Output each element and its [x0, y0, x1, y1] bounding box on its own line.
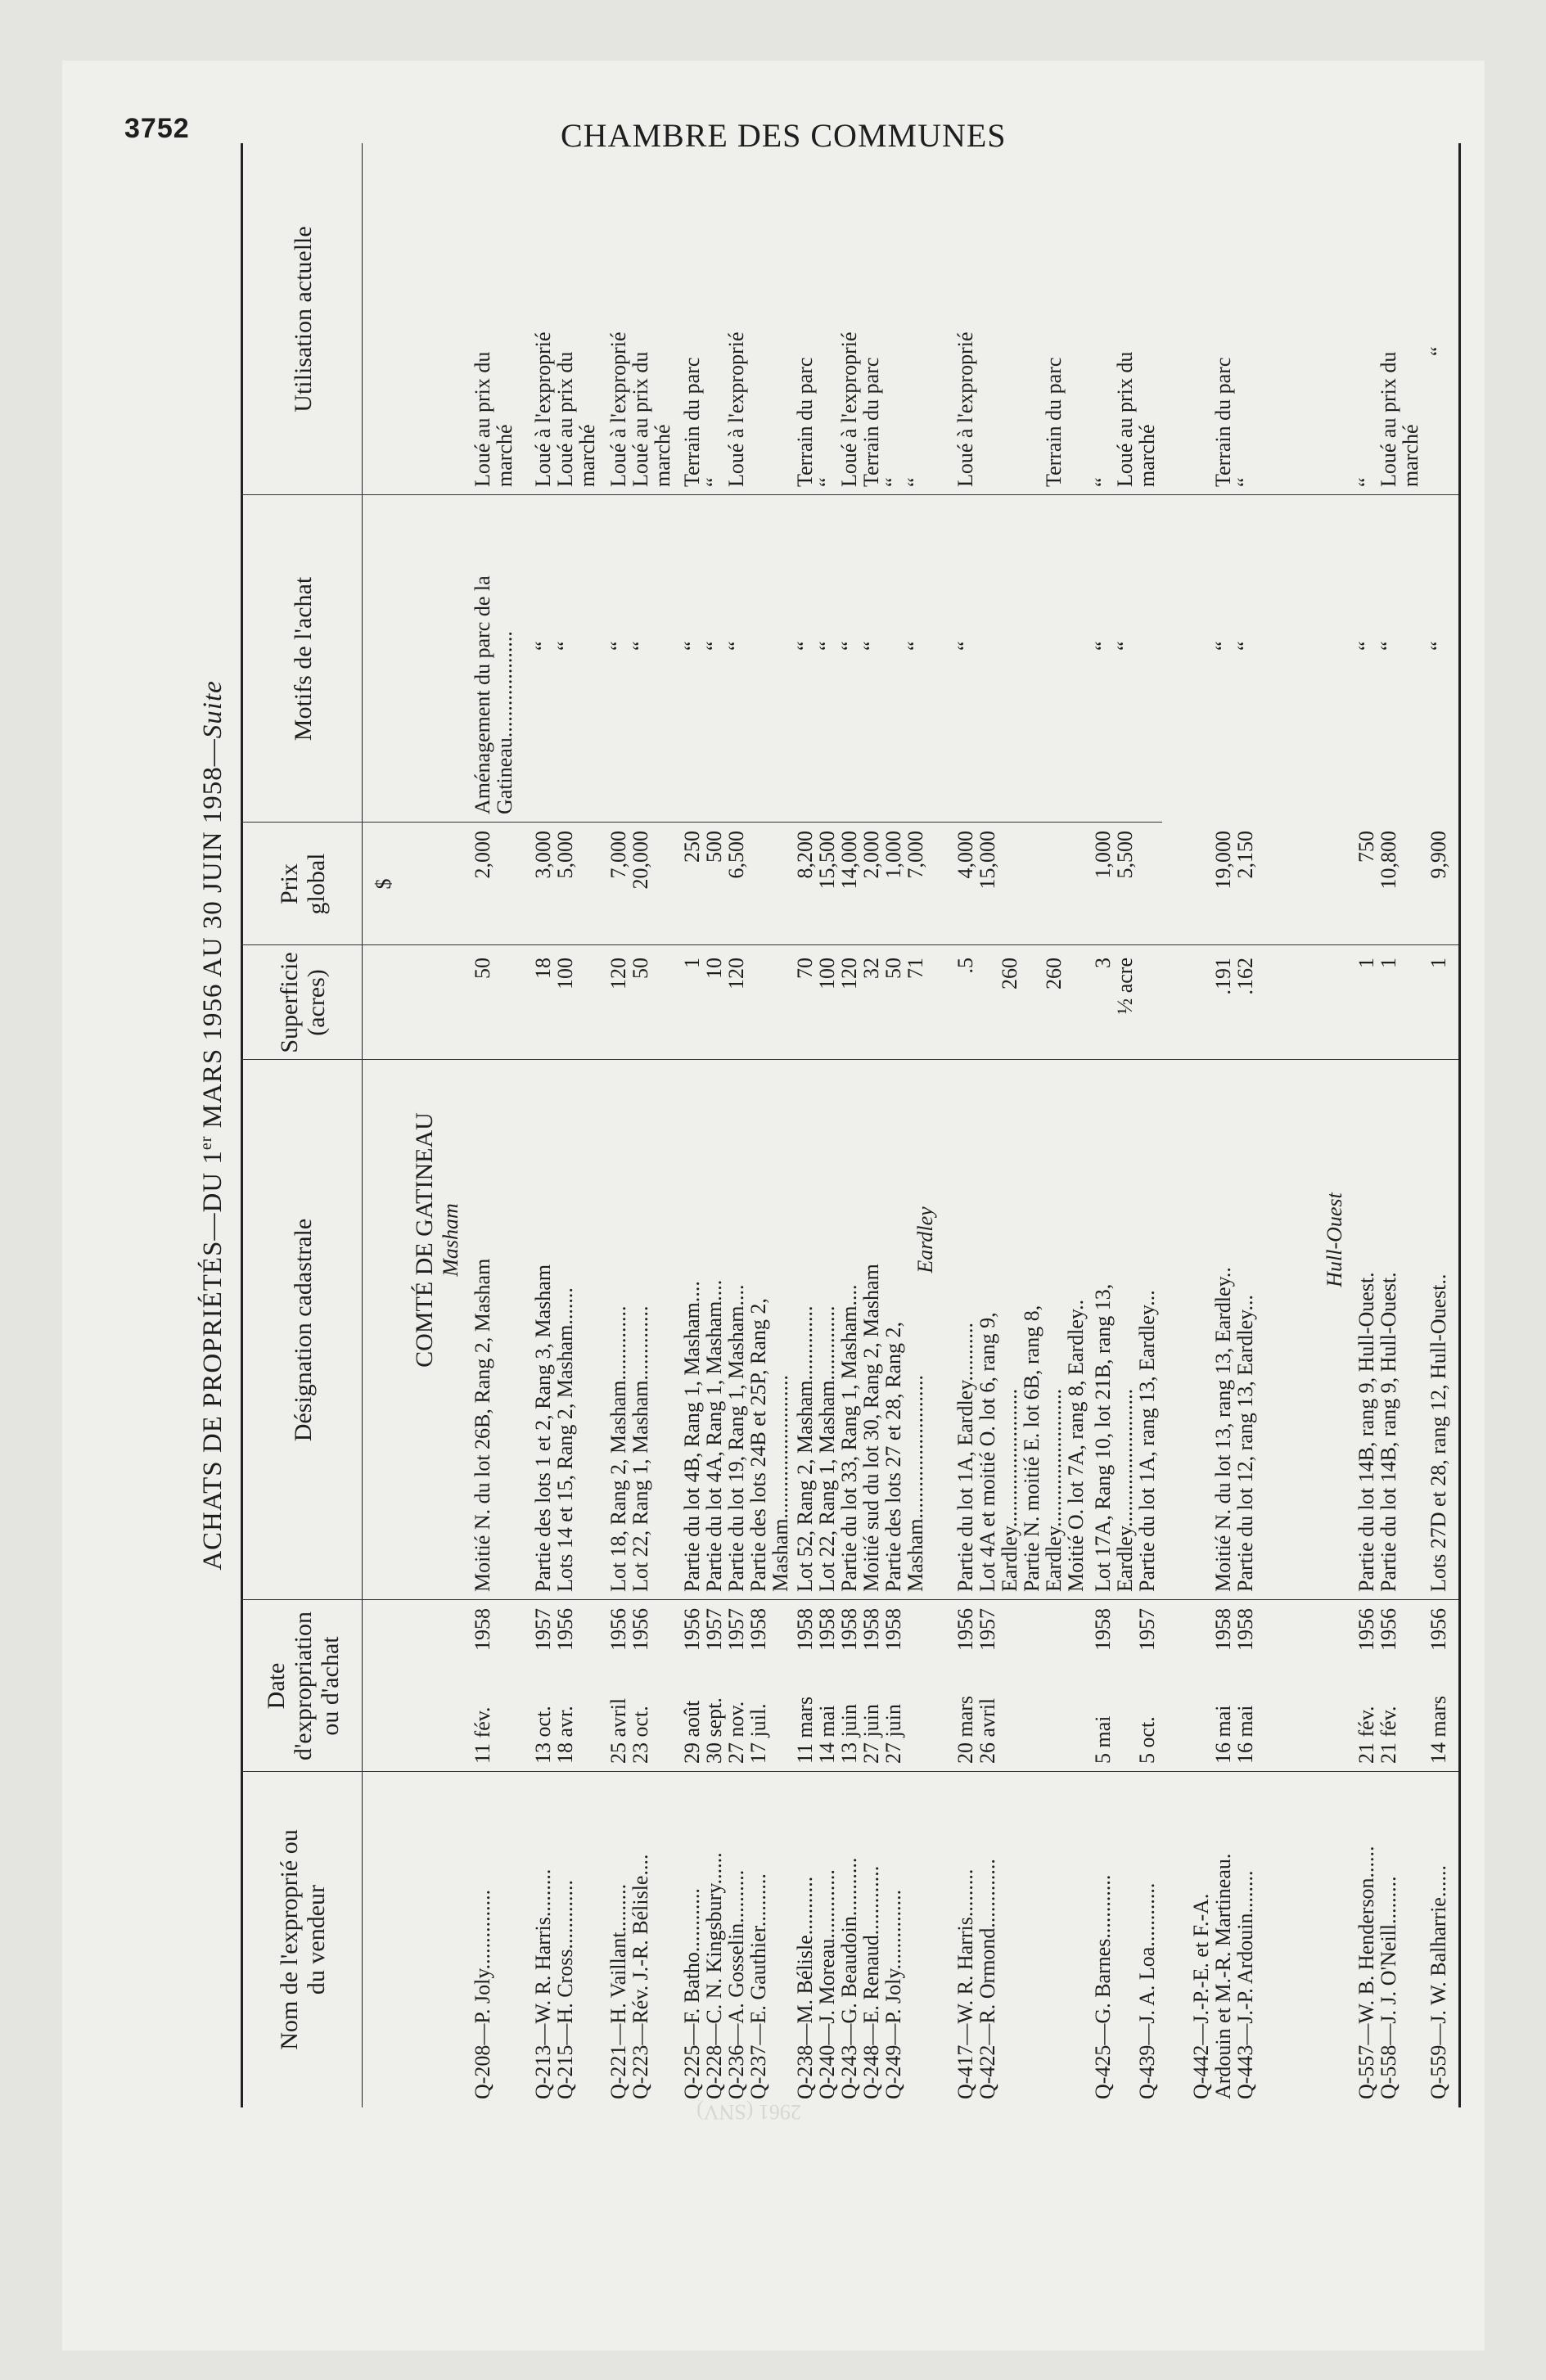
row-group-name: Q-417—W. R. Harris......... Q-422—R. Ormond............. [953, 1859, 999, 2099]
row-group-designation: Moitié N. du lot 13, rang 13, Eardley.. Partie du lot 12, rang 13, Eardley... [1211, 1267, 1257, 1592]
row-group-use: Terrain du parc “ [1211, 357, 1257, 487]
row-group-motive: “ “ [606, 641, 652, 651]
header-date: Date d'expropriation ou d'achat [262, 1611, 344, 1761]
column-rule [241, 494, 1458, 495]
row-group-year: 1958 1958 1958 1958 1958 [793, 1608, 905, 1651]
row-q559-name: Q-559—J. W. Balharrie...... [1427, 1865, 1450, 2099]
row-group-area: .5 260 260 [953, 958, 1066, 989]
row-q208-date: 11 fév. [471, 1706, 494, 1764]
row-group-name: Q-238—M. Bélisle........... Q-240—J. Moreau............. Q-243—G. Beaudoin........... Q-248—E. Renaud............. Q-249—P. Joly............... [793, 1857, 905, 2099]
row-q559-year: 1956 [1427, 1608, 1450, 1651]
table-rule-top [241, 143, 243, 2107]
row-group-designation: Lot 18, Rang 2, Masham.............. Lot 22, Rang 1, Masham.............. [606, 1305, 652, 1592]
row-group-motive: “ “ “ “ “ [793, 641, 927, 651]
row-group-area: 3 ½ acre [1091, 958, 1137, 1015]
row-group-area: .191 .162 [1211, 958, 1257, 995]
table-title: ACHATS DE PROPRIÉTÉS—DU 1er MARS 1956 AU 30 JUIN 1958—Suite [197, 680, 228, 1571]
row-q559-area: 1 [1427, 958, 1450, 968]
row-group-area: 1 10 120 [680, 958, 748, 989]
row-group-motive: “ “ “ [680, 641, 748, 651]
row-group-name: Q-425—G. Barnes............ Q-439—J. A. Loa............ [1091, 1874, 1159, 2099]
row-group-motive: “ “ [1211, 641, 1257, 651]
currency-symbol: $ [372, 878, 395, 890]
row-group-use: Loué à l'exproprié Loué au prix du marché [606, 331, 674, 487]
row-group-use: Terrain du parc “ Loué à l'exproprié Terrain du parc “ “ [793, 331, 927, 487]
running-title: CHAMBRE DES COMMUNES [561, 117, 1007, 154]
row-q559-motive: “ [1427, 641, 1450, 651]
row-group-price: 7,000 20,000 [606, 831, 652, 890]
column-rule [241, 1599, 1458, 1600]
row-group-use: Loué à l'exproprié Loué au prix du marché [531, 331, 599, 487]
row-group-designation: Lot 17A, Rang 10, lot 21B, rang 13, Eardley.......................... Partie du lot 1A, rang 13, Eardley... [1091, 1283, 1159, 1592]
row-q208-motive: Aménagement du parc de la Gatineau.................... [471, 575, 516, 814]
row-q208-price: 2,000 [471, 831, 494, 879]
row-group-year: 1958 1958 [1211, 1608, 1257, 1651]
row-q208-designation: Moitié N. du lot 26B, Rang 2, Masham [471, 1258, 494, 1592]
row-q559-use: “ [1427, 346, 1450, 356]
property-table [241, 143, 1460, 2107]
header-motive: Motifs de l'achat [289, 576, 317, 741]
row-group-date: 13 oct. 18 avr. [531, 1706, 577, 1764]
county-heading: COMTÉ DE GATINEAU [411, 1112, 438, 1368]
header-name: Nom de l'exproprié ou du vendeur [276, 1829, 330, 2050]
row-group-area: 18 100 [531, 958, 577, 989]
row-group-name: Q-213—W. R. Harris......... Q-215—H. Cross............. [531, 1868, 577, 2099]
row-group-year: 1956 1956 [606, 1608, 652, 1651]
row-group-year: 1957 1956 [531, 1608, 577, 1651]
row-group-date: 25 avril 23 oct. [606, 1697, 652, 1764]
row-group-use: Terrain du parc “ Loué à l'exproprié [680, 331, 748, 487]
row-group-year: 1958 1957 [1091, 1608, 1159, 1651]
section-heading-hull-ouest: Hull-Ouest [1323, 1192, 1346, 1287]
row-group-designation: Partie du lot 1A, Eardley........... Lot 4A et moitié O. lot 6, rang 9, Eardley.......................... Partie N. moitié E. lot 6B, rang 8, Eardley.......................... Moitié O. lot 7A, rang 8, Eardley.. [953, 1299, 1088, 1592]
row-q208-name: Q-208—P. Joly............... [471, 1889, 494, 2099]
section-heading-eardley: Eardley [913, 1206, 937, 1273]
row-group-motive: “ “ [531, 641, 577, 651]
row-q208-year: 1958 [471, 1608, 494, 1651]
row-group-use: “ Loué au prix du marché [1354, 351, 1422, 487]
row-q208-area: 50 [471, 958, 494, 979]
page-number: 3752 [124, 113, 190, 144]
row-group-designation: Lot 52, Rang 2, Masham.............. Lot 22, Rang 1, Masham.............. Partie du lot 33, Rang 1, Masham.... Moitié sud du lot 30, Rang 2, Masham Partie des lots 27 et 28, Rang 2, Masham........................... [793, 1264, 927, 1592]
row-group-date: 16 mai 16 mai [1211, 1705, 1257, 1764]
row-group-date: 21 fév. 21 fév. [1354, 1706, 1400, 1764]
row-group-year: 1956 1956 [1354, 1608, 1400, 1651]
header-use: Utilisation actuelle [289, 226, 317, 412]
row-q559-date: 14 mars [1427, 1695, 1450, 1764]
bleed-through-watermark: 2961 (SNV) [696, 2100, 801, 2124]
row-group-year: 1956 1957 [953, 1608, 999, 1651]
row-group-area: 1 1 [1354, 958, 1400, 968]
section-heading-masham: Masham [439, 1203, 462, 1277]
table-rule-bottom [1458, 143, 1461, 2107]
row-group-date: 5 mai 5 oct. [1091, 1715, 1159, 1764]
row-group-name: Q-442—J.-P.-E. et F.-A. Ardouin et M.-R. Martineau. Q-443—J.-P. Ardouin........ [1189, 1853, 1257, 2099]
table-rule-header [362, 143, 363, 2107]
row-group-year: 1956 1957 1957 1958 [680, 1608, 770, 1651]
row-group-area: 70 100 120 32 50 71 [793, 958, 927, 989]
row-group-price: 750 10,800 [1354, 831, 1400, 890]
row-group-designation: Partie des lots 1 et 2, Rang 3, Masham Lots 14 et 15, Rang 2, Masham....... [531, 1264, 577, 1592]
row-group-name: Q-557—W. B. Henderson...... Q-558—J. J. O'Neill......... [1354, 1846, 1400, 2099]
row-group-date: 29 août 30 sept. 27 nov. 17 juil. [680, 1697, 770, 1764]
header-designation: Désignation cadastrale [289, 1218, 317, 1442]
row-group-designation: Partie du lot 4B, Rang 1, Masham.... Partie du lot 4A, Rang 1, Masham.... Partie du lot 19, Rang 1, Masham.... Partie des lots 24B et 25P, Rang 2, Masham........................... [680, 1279, 792, 1592]
row-group-price: 19,000 2,150 [1211, 831, 1257, 890]
row-q559-price: 9,900 [1427, 831, 1450, 879]
row-group-use: Loué à l'exproprié Terrain du parc [953, 331, 1066, 487]
row-group-price: 1,000 5,500 [1091, 831, 1137, 879]
row-group-motive: “ “ [1354, 641, 1400, 651]
row-group-name: Q-221—H. Vaillant......... Q-223—Rév. J.-R. Bélisle.... [606, 1854, 652, 2099]
row-group-date: 11 mars 14 mai 13 juin 27 juin 27 juin [793, 1696, 905, 1764]
row-group-motive: “ “ [1091, 641, 1137, 651]
row-group-price: 8,200 15,500 14,000 2,000 1,000 7,000 [793, 831, 927, 890]
row-group-designation: Partie du lot 14B, rang 9, Hull-Ouest. Partie du lot 14B, rang 9, Hull-Ouest. [1354, 1272, 1400, 1592]
rotated-table-block [182, 143, 1465, 2107]
header-price: Prix global [276, 853, 330, 915]
row-group-area: 120 50 [606, 958, 652, 989]
row-group-price: 250 500 6,500 [680, 831, 748, 879]
row-group-use: “ Loué au prix du marché [1091, 351, 1159, 487]
row-group-date: 20 mars 26 avril [953, 1695, 999, 1764]
header-area: Superficie (acres) [276, 952, 330, 1053]
row-q559-designation: Lots 27D et 28, rang 12, Hull-Ouest.. [1427, 1273, 1450, 1592]
row-group-price: 4,000 15,000 [953, 831, 999, 890]
row-q208-use: Loué au prix du marché [471, 351, 516, 487]
row-group-name: Q-225—F. Batho............ Q-228—C. N. Kingsbury...... Q-236—A. Gosselin.......... Q-237—E. Gauthier.......... [680, 1852, 770, 2099]
row-group-motive: “ [953, 641, 977, 651]
row-group-price: 3,000 5,000 [531, 831, 577, 879]
